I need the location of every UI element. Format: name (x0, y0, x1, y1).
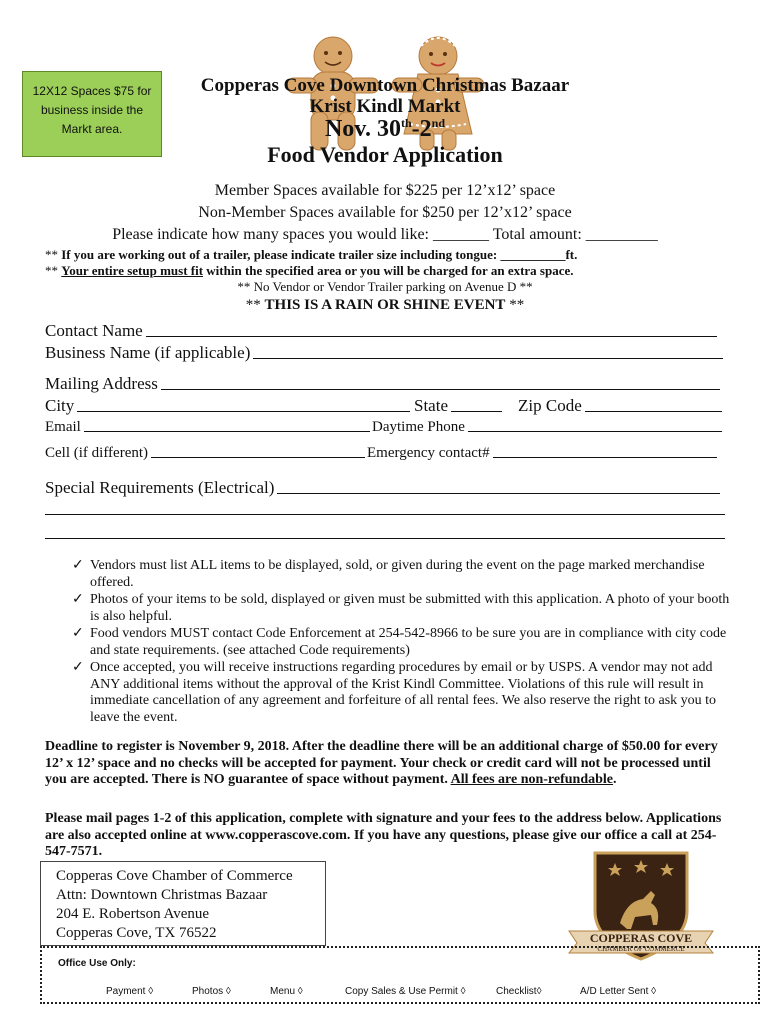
office-payment: Payment ◊ (106, 986, 154, 997)
event-subtitle: Krist Kindl Markt (309, 96, 461, 117)
checkmark-icon: ✓ (72, 626, 84, 641)
special-requirements-field[interactable]: Special Requirements (Electrical) (45, 478, 720, 498)
form-title: Food Vendor Application (267, 142, 503, 167)
emergency-contact-field[interactable]: Emergency contact# (367, 445, 717, 462)
office-use-label: Office Use Only: (58, 958, 136, 969)
checklist-item: ✓ Photos of your items to be sold, displayed or given must be submitted with this application. A photo of your booth is also helpful. (72, 592, 730, 624)
promo-box: 12X12 Spaces $75 for business inside the Markt area. (22, 71, 162, 157)
member-price: Member Spaces available for $225 per 12’x12’ space (214, 182, 556, 199)
office-photos: Photos ◊ (192, 986, 231, 997)
checklist-item: ✓ Vendors must list ALL items to be displayed, sold, or given during the event on the page marked merchandise offered. (72, 558, 705, 590)
trailer-note: ** If you are working out of a trailer, please indicate trailer size including tongue: __________ft. (45, 247, 578, 262)
checkmark-icon: ✓ (72, 660, 84, 675)
office-ad-letter: A/D Letter Sent ◊ (580, 986, 657, 997)
email-field[interactable]: Email (45, 419, 370, 436)
daytime-phone-field[interactable]: Daytime Phone (372, 419, 722, 436)
mailing-address-field[interactable]: Mailing Address (45, 374, 720, 394)
parking-note: ** No Vendor or Vendor Trailer parking on Avenue D ** (237, 279, 533, 294)
business-name-field[interactable]: Business Name (if applicable) (45, 343, 723, 363)
spaces-question: Please indicate how many spaces you would like: _______ Total amount: _________ (112, 226, 658, 243)
nonmember-price: Non-Member Spaces available for $250 per 12’x12’ space (198, 204, 572, 221)
deadline-paragraph: Deadline to register is November 9, 2018. After the deadline there will be an additional charge of $50.00 for every 12’ x 12’ space and no checks will be accepted for payment. Your check or credit card will not be processed until you are accepted. There is NO guarantee of space without payment. All fees are non-refundable. (45, 739, 718, 787)
contact-name-field[interactable]: Contact Name (45, 321, 717, 341)
rain-note: ** THIS IS A RAIN OR SHINE EVENT ** (245, 297, 525, 313)
office-checklist: Checklist◊ (496, 986, 542, 997)
event-date: Nov. 30th-2nd (324, 116, 446, 142)
checklist-item: ✓ Food vendors MUST contact Code Enforcement at 254-542-8966 to be sure you are in compliance with city code and state requirements. (see attached Code requirements) (72, 626, 727, 658)
requirements-checklist (72, 558, 732, 727)
checkmark-icon: ✓ (72, 592, 84, 607)
office-menu: Menu ◊ (270, 986, 303, 997)
city-field[interactable]: City (45, 396, 410, 416)
office-copy-permit: Copy Sales & Use Permit ◊ (345, 986, 466, 997)
mailing-instructions: Please mail pages 1-2 of this application, complete with signature and your fees to the address below. Applications are also accepted online at www.copperascove.com. If you have any questions, please give our office a call at 254-547-7571. (45, 811, 722, 859)
event-title: Copperas Cove Downtown Christmas Bazaar (200, 75, 570, 96)
logo-name: COPPERAS COVE (589, 931, 693, 945)
cell-phone-field[interactable]: Cell (if different) (45, 445, 365, 462)
special-requirements-line-3[interactable] (45, 538, 725, 539)
checklist-item: ✓ Once accepted, you will receive instructions regarding procedures by email or by USPS. A vendor may not add ANY additional items without the approval of the Krist Kindl Committee. Violations of this rule will result in immediate cancellation of any agreement and forfeiture of all rental fees. We also reserve the right to ask you to leave the event. (72, 660, 717, 725)
special-requirements-line-2[interactable] (45, 514, 725, 515)
state-field[interactable]: State (414, 396, 502, 416)
zip-code-field[interactable]: Zip Code (518, 396, 722, 416)
office-use-box (40, 946, 760, 1004)
logo-subtitle: CHAMBER OF COMMERCE (597, 945, 685, 953)
mailing-address-box: Copperas Cove Chamber of Commerce Attn: Downtown Christmas Bazaar 204 E. Robertson Avenue Copperas Cove, TX 76522 (40, 861, 326, 946)
checkmark-icon: ✓ (72, 558, 84, 573)
setup-note: ** Your entire setup must fit within the specified area or you will be charged for an extra space. (45, 263, 574, 278)
